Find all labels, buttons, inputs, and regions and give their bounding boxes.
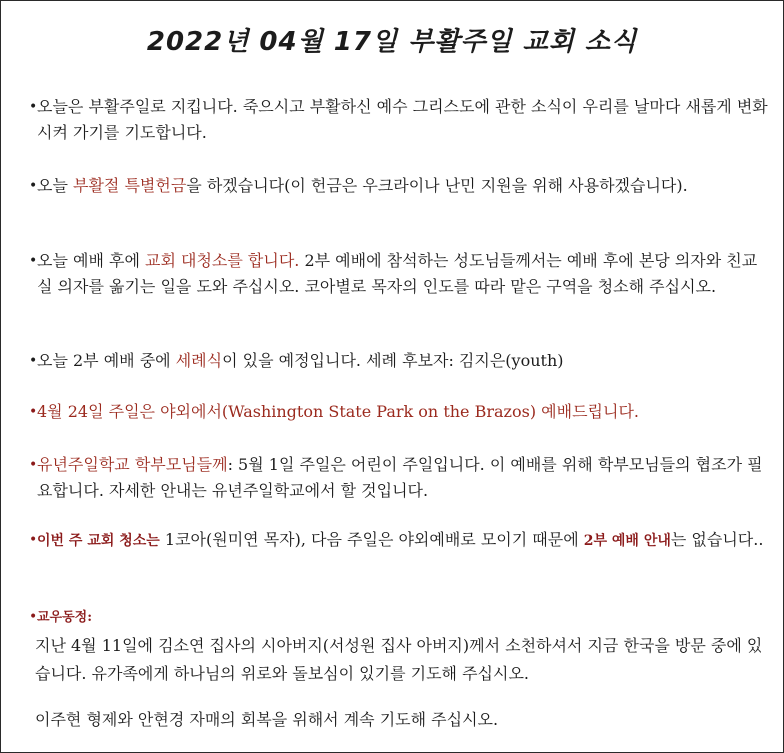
- item-text: 2부 예배에 참석하는 성도님들께서는 예배 후에 본당 의자와 친교실 의자를 옮기는 일을 도와 주십시오. 코아별로 목자의 인도를 따라 맡은 구역을 청소해 주십시오.: [37, 251, 758, 296]
- bullet-icon: •: [29, 609, 38, 625]
- item-text: 는 없습니다..: [670, 530, 764, 549]
- bullet-icon: •: [29, 353, 38, 369]
- member-news-condolence: 지난 4월 11일에 김소연 집사의 시아버지(서성원 집사 아버지)께서 소천하셔서 지금 한국을 방문 중에 있습니다. 유가족에게 하나님의 위로와 돌보심이 있기를 기도해 주십시오.: [35, 636, 763, 683]
- news-item-outdoor-worship: [37, 399, 772, 425]
- item-text: 오늘 2부 예배 중에: [37, 351, 176, 370]
- item-text: 을 하겠습니다(이 헌금은 우크라이나 난민 지원을 위해 사용하겠습니다).: [186, 176, 688, 195]
- item-text: 오늘 예배 후에: [37, 251, 145, 270]
- item-text: 오늘은 부활주일로 지킵니다. 죽으시고 부활하신 예수 그리스도에 관한 소식이 우리를 날마다 새롭게 변화시켜 가기를 기도합니다.: [37, 97, 768, 142]
- bullet-icon: •: [29, 178, 38, 194]
- highlight-text: 유년주일학교 학부모님들께: [37, 455, 228, 474]
- page-title: 2022년 04월 17일 부활주일 교회 소식: [146, 27, 638, 57]
- bullet-icon: •: [29, 99, 38, 115]
- news-item-childrens-sunday: [37, 452, 772, 504]
- highlight-text: 부활절 특별헌금: [73, 176, 187, 195]
- highlight-text: 이번 주 교회 청소는: [37, 533, 160, 549]
- highlight-text: 세례식: [175, 351, 223, 370]
- news-item-member-news: [37, 605, 772, 631]
- highlight-text: 2부 예배 안내: [583, 533, 671, 549]
- highlight-text: 교우동정:: [37, 610, 93, 625]
- bullet-icon: •: [29, 457, 38, 473]
- news-item-baptism: [37, 348, 772, 374]
- member-news-prayer: 이주현 형제와 안현경 자매의 회복을 위해서 계속 기도해 주십시오.: [35, 710, 499, 729]
- item-text: 오늘: [37, 176, 73, 195]
- bullet-icon: •: [29, 253, 38, 269]
- item-text: 이 있을 예정입니다. 세례 후보자: 김지은(youth): [222, 351, 564, 370]
- item-text: 1코아(원미연 목자), 다음 주일은 야외예배로 모이기 때문에: [159, 530, 584, 549]
- item-text: : 5월 1일 주일은 어린이 주일입니다. 이 예배를 위해 학부모님들의 협조가 필요합니다. 자세한 안내는 유년주일학교에서 할 것입니다.: [37, 455, 763, 500]
- bullet-icon: •: [29, 404, 38, 420]
- news-item-cleaning-duty: [37, 527, 772, 554]
- news-item-special-offering: [37, 173, 772, 199]
- bullet-icon: •: [29, 532, 38, 548]
- highlight-text: 4월 24일 주일은 야외에서(Washington State Park on the Brazos) 예배드립니다.: [37, 402, 639, 421]
- news-item-church-cleaning: [37, 248, 772, 300]
- news-item-easter-sunday: [37, 94, 772, 146]
- highlight-text: 교회 대청소를 합니다.: [145, 251, 300, 270]
